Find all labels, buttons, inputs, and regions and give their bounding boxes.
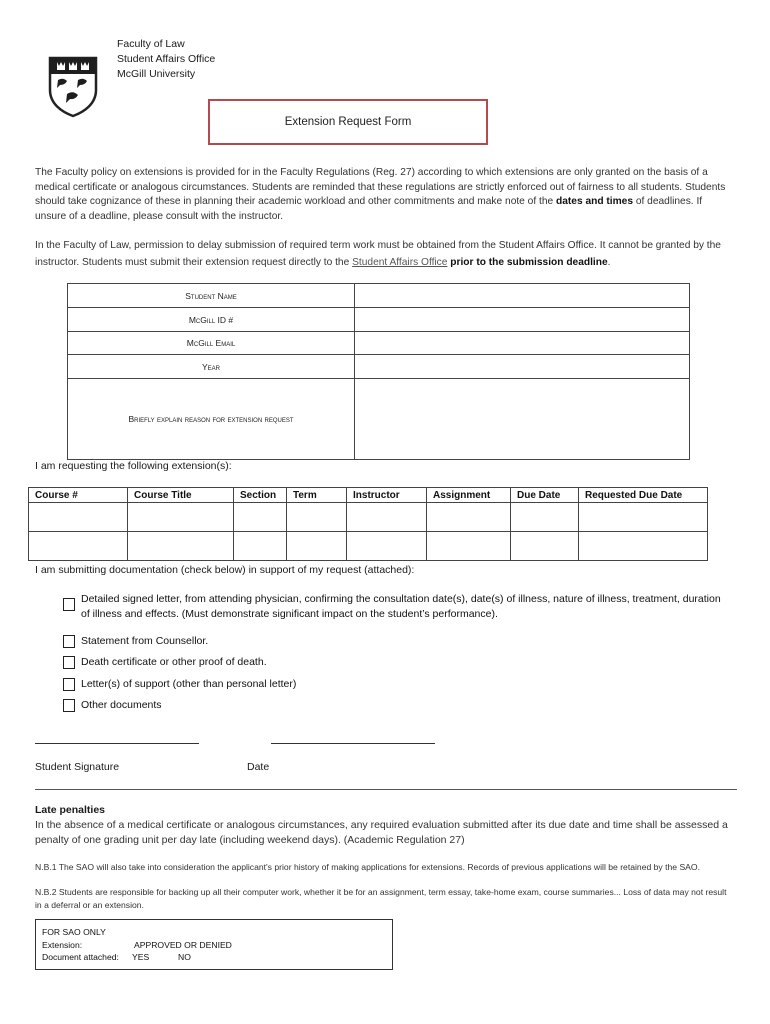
other-documents-label: Other documents (81, 699, 162, 711)
sao-no: NO (178, 952, 191, 962)
late-penalties-title: Late penalties (35, 804, 106, 816)
mcgill-id-label: McGill ID # (68, 308, 355, 332)
sao-only-box (35, 919, 393, 970)
checkbox-physician-letter[interactable] (63, 598, 75, 611)
date-label: Date (247, 761, 270, 773)
col-assignment: Assignment (427, 488, 511, 503)
col-due-date: Due Date (511, 488, 579, 503)
table-row (29, 532, 708, 561)
student-affairs-link[interactable]: Student Affairs Office (352, 257, 448, 268)
student-signature-label: Student Signature (35, 761, 120, 773)
sao-title: FOR SAO ONLY (42, 927, 106, 937)
date-signature-line[interactable] (271, 743, 435, 744)
counsellor-label: Statement from Counsellor. (81, 635, 209, 647)
student-signature-line[interactable] (35, 743, 199, 744)
sao-document-row (42, 951, 392, 964)
header-faculty: Faculty of Law (117, 38, 185, 50)
table-row (29, 503, 708, 532)
checkbox-support-letters[interactable] (63, 678, 75, 691)
extensions-label: I am requesting the following extension(s): (35, 460, 232, 472)
table-cell[interactable] (511, 503, 579, 532)
col-section: Section (234, 488, 287, 503)
col-instructor: Instructor (347, 488, 427, 503)
checkbox-other-documents[interactable] (63, 699, 75, 712)
sao-document-label: Document attached: (42, 952, 119, 962)
header-university: McGill University (117, 68, 196, 80)
reason-field[interactable] (355, 379, 690, 460)
policy-text: The Faculty policy on extensions is provided for in the Faculty Regulations (Reg. 27) according to which extensions are only granted on the basis of a medical certificate or analogous circumstances. Students are reminded that these regulations are strictly enforced out of fairness to all students. Students should take cognizance of these in planning their academic workload and other commitments and make note of the (35, 167, 726, 208)
dates-times-bold: dates and times (556, 196, 634, 208)
deadline-bold: prior to the submission deadline (450, 257, 608, 268)
checklist-item-death-certificate (63, 655, 267, 670)
note-nb1: N.B.1 The SAO will also take into consideration the applicant's prior history of making applications for extensions. Records of previous applications will be retained by the SAO. (35, 862, 700, 872)
table-cell[interactable] (234, 503, 287, 532)
header-office: Student Affairs Office (117, 53, 216, 65)
table-cell[interactable] (128, 532, 234, 561)
note-nb2: N.B.2 Students are responsible for backing up all their computer work, whether it be for an assignment, term essay, take-home exam, course summaries... Loss of data may not result in a deferral or an extension. (35, 887, 727, 910)
policy-paragraph (35, 166, 735, 224)
table-cell[interactable] (234, 532, 287, 561)
sao-extension-value: APPROVED OR DENIED (134, 939, 232, 950)
physician-letter-label: Detailed signed letter, from attending physician, confirming the consultation date(s), date(s) of illness, nature of illness, treatment, duration of illness and effects. (Must demonstrate significant impact on the student’s performance). (81, 593, 721, 620)
table-cell[interactable] (347, 532, 427, 561)
table-cell[interactable] (29, 503, 128, 532)
col-term: Term (287, 488, 347, 503)
table-cell[interactable] (128, 503, 234, 532)
table-cell[interactable] (427, 503, 511, 532)
reason-label: Briefly explain reason for extension request (68, 379, 355, 460)
mcgill-id-field[interactable] (355, 308, 690, 332)
sao-yes: YES (132, 952, 150, 962)
student-name-field[interactable] (355, 284, 690, 308)
table-cell[interactable] (287, 503, 347, 532)
checklist-item-counsellor (63, 634, 208, 649)
col-course-number: Course # (29, 488, 128, 503)
table-cell[interactable] (579, 503, 708, 532)
table-cell[interactable] (579, 532, 708, 561)
section-divider (35, 789, 737, 790)
table-cell[interactable] (427, 532, 511, 561)
sao-extension-label: Extension: (42, 939, 83, 950)
mcgill-crest-logo (48, 56, 98, 118)
year-label: Year (68, 355, 355, 379)
permission-end: . (607, 257, 611, 268)
year-field[interactable] (355, 355, 690, 379)
table-cell[interactable] (347, 503, 427, 532)
checkbox-counsellor[interactable] (63, 635, 75, 648)
table-cell[interactable] (29, 532, 128, 561)
permission-text: In the Faculty of Law, permission to delay submission of required term work must be obtained from the Student Affairs Office. It cannot be granted by the instructor. Students must submit their extension request directly to the (35, 240, 721, 268)
student-name-label: Student Name (68, 284, 355, 308)
checklist-item-physician-letter (63, 592, 731, 622)
form-title: Extension Request Form (284, 116, 412, 128)
checklist-item-other-documents (63, 698, 162, 713)
form-title-box (208, 99, 488, 145)
mcgill-email-label: McGill Email (68, 332, 355, 355)
col-course-title: Course Title (128, 488, 234, 503)
permission-paragraph (35, 237, 735, 271)
table-cell[interactable] (511, 532, 579, 561)
table-cell[interactable] (287, 532, 347, 561)
late-penalties-text: In the absence of a medical certificate or analogous circumstances, any required evaluation submitted after its due date and time shall be assessed a penalty of one grading unit per day late (including weekend days). (Academic Regulation 27) (35, 819, 728, 846)
death-certificate-label: Death certificate or other proof of death. (81, 656, 267, 668)
documentation-label: I am submitting documentation (check below) in support of my request (attached): (35, 564, 415, 576)
student-info-table (67, 283, 690, 460)
checklist-item-support-letters (63, 677, 296, 692)
policy-text-end: of deadlines. If unsure of a deadline, please consult with the instructor. (35, 196, 703, 222)
office-header (117, 37, 215, 82)
sao-extension-row (42, 939, 392, 952)
checkbox-death-certificate[interactable] (63, 656, 75, 669)
course-extension-table (28, 487, 708, 561)
col-requested-due-date: Requested Due Date (579, 488, 708, 503)
mcgill-email-field[interactable] (355, 332, 690, 355)
support-letters-label: Letter(s) of support (other than personal letter) (81, 678, 297, 690)
